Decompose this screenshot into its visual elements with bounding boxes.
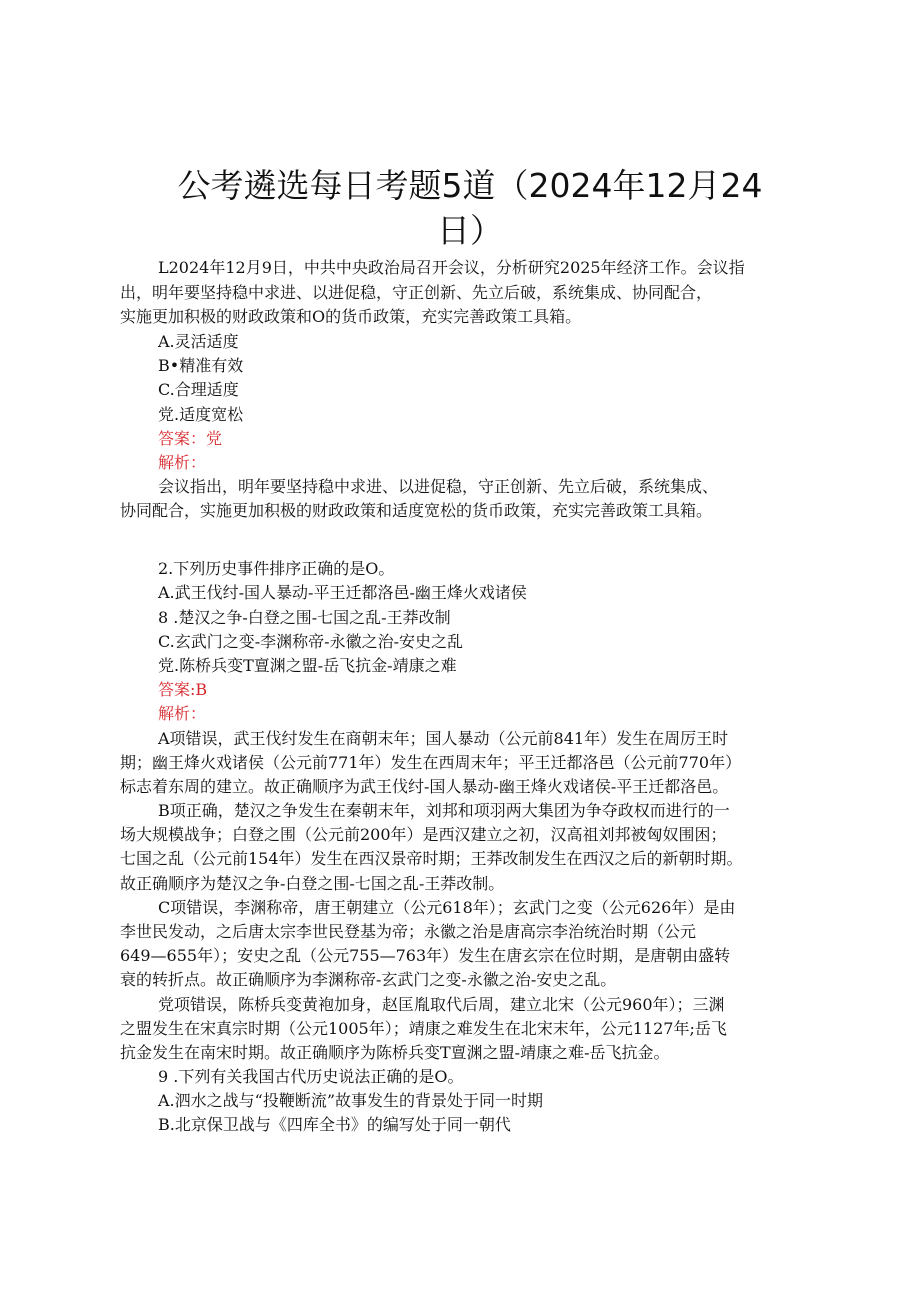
q1-option-d: 党.适度宽松 [158, 405, 244, 424]
q1-analysis-line: 协同配合，实施更加积极的财政政策和适度宽松的货币政策，充实完善政策工具箱。 [120, 501, 713, 520]
q2-option-a: A.武王伐纣-国人暴动-平王迁都洛邑-幽王烽火戏诸侯 [158, 583, 527, 602]
q2-analysis-line: 之盟发生在宋真宗时期（公元1005年）；靖康之难发生在北宋末年，公元1127年;岳飞 [120, 1019, 727, 1038]
q1-answer: 答案：党 [158, 429, 223, 448]
q2-analysis-line: 抗金发生在南宋时期。故正确顺序为陈桥兵变T亶渊之盟-靖康之难-岳飞抗金。 [120, 1043, 670, 1062]
q3-option-b: B.北京保卫战与《四库全书》的编写处于同一朝代 [158, 1115, 511, 1134]
q1-option-a: A.灵活适度 [158, 332, 239, 351]
q2-analysis-line: C项错误，李渊称帝，唐王朝建立（公元618年）；玄武门之变（公元626年）是由 [158, 898, 736, 917]
q2-analysis-line: 党项错误，陈桥兵变黄袍加身，赵匡胤取代后周，建立北宋（公元960年）；三渊 [158, 995, 725, 1014]
document-title-line-1: 公考遴选每日考题5道（2024年12月24 [177, 166, 763, 205]
q2-analysis-line: 649—655年）；安史之乱（公元755—763年）发生在唐玄宗在位时期，是唐朝由盛转 [120, 946, 731, 965]
q2-answer: 答案:B [158, 680, 208, 699]
q1-stem-line: 出，明年要坚持稳中求进、以进促稳，守正创新、先立后破，系统集成、协同配合， [120, 283, 713, 302]
q2-option-b: 8 .楚汉之争-白登之围-七国之乱-王莽改制 [158, 608, 451, 627]
q2-analysis-line: 标志着东周的建立。故正确顺序为武王伐纣-国人暴动-幽王烽火戏诸侯-平王迁都洛邑。 [120, 777, 729, 796]
q1-analysis-label: 解析： [158, 453, 207, 472]
q1-option-c: C.合理适度 [158, 380, 239, 399]
q1-option-b: B•精准有效 [158, 356, 244, 375]
q2-analysis-line: 衰的转折点。故正确顺序为李渊称帝-玄武门之变-永徽之治-安史之乱。 [120, 970, 617, 989]
q2-analysis-line: 期；幽王烽火戏诸侯（公元前771年）发生在西周末年；平王迁都洛邑（公元前770年） [120, 753, 742, 772]
q2-analysis-line: 场大规模战争；白登之围（公元前200年）是西汉建立之初，汉高祖刘邦被匈奴围困； [120, 825, 727, 844]
q2-analysis-line: 故正确顺序为楚汉之争-白登之围-七国之乱-王莽改制。 [120, 874, 505, 893]
q2-stem: 2.下列历史事件排序正确的是O。 [158, 559, 395, 578]
q2-analysis-label: 解析： [158, 704, 207, 723]
q2-option-c: C.玄武门之变-李渊称帝-永徽之治-安史之乱 [158, 632, 463, 651]
q2-option-d: 党.陈桥兵变T亶渊之盟-岳飞抗金-靖康之难 [158, 656, 457, 675]
q2-analysis-line: 李世民发动，之后唐太宗李世民登基为帝；永徽之治是唐高宗李治统治时期（公元 [120, 922, 697, 941]
q3-option-a: A.泗水之战与“投鞭断流”故事发生的背景处于同一时期 [158, 1091, 544, 1110]
q1-stem-line: L2024年12月9日，中共中央政治局召开会议，分析研究2025年经济工作。会议指 [158, 258, 745, 277]
q2-analysis-line: 七国之乱（公元前154年）发生在西汉景帝时期；王莽改制发生在西汉之后的新朝时期。 [120, 849, 743, 868]
q2-analysis-line: A项错误，武王伐纣发生在商朝末年；国人暴动（公元前841年）发生在周厉王时 [158, 729, 729, 748]
q3-stem: 9 .下列有关我国古代历史说法正确的是O。 [158, 1067, 464, 1086]
q2-analysis-line: B项正确，楚汉之争发生在秦朝末年，刘邦和项羽两大集团为争夺政权而进行的一 [158, 801, 730, 820]
q1-analysis-line: 会议指出，明年要坚持稳中求进、以进促稳，守正创新、先立后破，系统集成、 [158, 477, 719, 496]
q1-stem-line: 实施更加积极的财政政策和O的货币政策，充实完善政策工具箱。 [120, 307, 582, 326]
document-title-line-2: 日） [437, 211, 503, 250]
